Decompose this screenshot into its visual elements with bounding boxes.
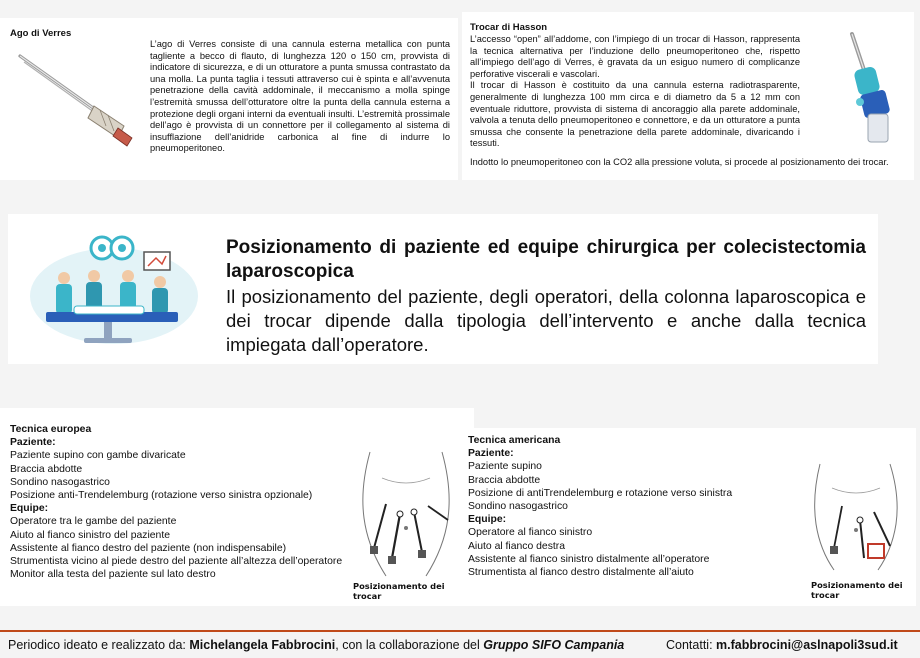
- positioning-panel: [8, 214, 878, 364]
- hasson-paragraph-2: Il trocar di Hasson è costituito da una cannula esterna radiotrasparente, generalmente di lunghezza 100 mm circa e di diametro da 5 a 12 mm con eventuale riduttore, provvista di sistema di ancoraggio alla parete addominale, valvola a tenuta dello pneumoperitoneo e connettore, e da un otturatore a punta smussa che consente la penetrazione della parete addominale, divaricando i tessuti.: [470, 80, 800, 149]
- europe-patient-label: Paziente:: [10, 437, 56, 449]
- footer-credits: [8, 638, 624, 652]
- footer-prefix: Periodico ideato e realizzato da:: [8, 638, 190, 652]
- abdomen-trocar-america-icon: [804, 460, 908, 572]
- list-item: Posizione di antiTrendelemburg e rotazione verso sinistra: [468, 487, 733, 499]
- positioning-body: Il posizionamento del paziente, degli operatori, della colonna laparoscopica e dei trocar dipende dalla tipologia dell’intervento e anche dalla tecnica impiegata dall’operatore.: [226, 286, 866, 355]
- list-item: Aiuto al fianco destra: [468, 540, 566, 552]
- hasson-trocar-icon: [842, 30, 898, 148]
- hasson-panel: [462, 12, 914, 180]
- abdomen-trocar-europe-icon: [352, 448, 460, 580]
- list-item: Paziente supino con gambe divaricate: [10, 450, 186, 462]
- footer-contacts-label: Contatti:: [666, 638, 717, 652]
- america-team-label: Equipe:: [468, 514, 507, 526]
- verres-text: L’ago di Verres consiste di una cannula esterna metallica con punta tagliente a becco di flauto, di lunghezza 120 o 150 cm, provvista di indicatore di sicurezza, e di un otturatore a punta smussa contrastato da una molla. La punta taglia i tessuti attraverso cui è spinta e all’avvenuta penetrazione della cavità addominale, il meccanismo a molla spinge l’estremità smussa dell’otturatore oltre la punta della cannula esterna a protezione degli organi interni da eventuali insulti. L’estremità prossimale dell’ago è provvista di un connettore per il collegamento al sistema di insufflazione dell’anidride carbonica al fine di indurre lo pneumoperitoneo.: [150, 39, 450, 154]
- list-item: Braccia abdotte: [10, 463, 83, 475]
- america-patient-label: Paziente:: [468, 448, 514, 460]
- list-item: Strumentista al fianco destro distalmente all’aiuto: [468, 567, 694, 579]
- list-item: Operatore al fianco sinistro: [468, 527, 593, 539]
- surgery-team-icon: [24, 226, 202, 348]
- list-item: Strumentista vicino al piede destro del paziente all’altezza dell’operatore: [10, 556, 343, 568]
- list-item: Monitor alla testa del paziente sul lato destro: [10, 569, 216, 581]
- america-caption: Posizionamento dei trocar: [811, 580, 903, 600]
- list-item: Operatore tra le gambe del paziente: [10, 516, 177, 528]
- footer-rule: [0, 630, 920, 632]
- list-item: Assistente al fianco destro del paziente (non indispensabile): [10, 542, 287, 554]
- europe-title: Tecnica europea: [10, 424, 92, 435]
- footer-contacts: [666, 638, 898, 652]
- positioning-heading: Posizionamento di paziente ed equipe chirurgica per colecistectomia laparoscopica: [226, 237, 866, 282]
- europe-caption: Posizionamento dei trocar: [353, 581, 445, 601]
- list-item: Paziente supino: [468, 461, 542, 473]
- verres-title: Ago di Verres: [10, 28, 72, 39]
- verres-panel: [0, 18, 458, 180]
- list-item: Sondino nasogastrico: [10, 476, 110, 488]
- footer-middle: , con la collaborazione del: [335, 638, 484, 652]
- europe-team-label: Equipe:: [10, 503, 49, 515]
- verres-needle-icon: [14, 48, 140, 148]
- america-title: Tecnica americana: [468, 435, 561, 446]
- list-item: Sondino nasogastrico: [468, 501, 568, 513]
- europe-panel: [0, 408, 474, 606]
- list-item: Aiuto al fianco sinistro del paziente: [10, 529, 170, 541]
- footer-author: Michelangela Fabbrocini: [189, 638, 336, 652]
- hasson-title: Trocar di Hasson: [470, 22, 548, 33]
- america-panel: [458, 428, 916, 606]
- footer-group: Gruppo SIFO Campania: [483, 638, 625, 652]
- footer-email[interactable]: m.fabbrocini@aslnapoli3sud.it: [716, 638, 898, 652]
- list-item: Posizione anti-Trendelemburg (rotazione verso sinistra opzionale): [10, 490, 313, 502]
- list-item: Braccia abdotte: [468, 474, 541, 486]
- list-item: Assistente al fianco sinistro distalmente all’operatore: [468, 553, 710, 565]
- hasson-paragraph-1: L’accesso “open” all’addome, con l’impiego di un trocar di Hasson, rappresenta la tecnica alternativa per l’induzione dello pneumoperitoneo che, rispetto all’impiego dell’ago di Verres, è gravata da un esiguo numero di complicanze perforative viscerali e vascolari.: [470, 34, 800, 79]
- hasson-paragraph-3: Indotto lo pneumoperitoneo con la CO2 alla pressione voluta, si procede al posizionamento dei trocar.: [470, 157, 889, 167]
